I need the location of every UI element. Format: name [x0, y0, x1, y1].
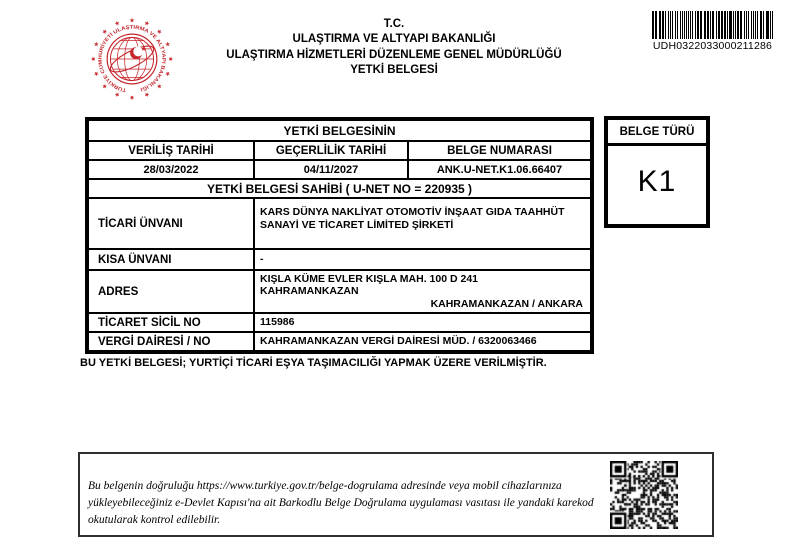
letterhead-doc-type: YETKİ BELGESİ	[350, 64, 438, 77]
belge-numarasi-label: BELGE NUMARASI	[408, 141, 592, 160]
barcode-icon	[649, 11, 776, 39]
letterhead-ministry: ULAŞTIRMA VE ALTYAPI BAKANLIĞI	[292, 33, 496, 46]
adres-value	[254, 270, 592, 313]
adres-label: ADRES	[87, 270, 254, 313]
qr-code-icon	[610, 461, 678, 529]
adres-line-1: KIŞLA KÜME EVLER KIŞLA MAH. 100 D 241	[260, 272, 479, 285]
belge-numarasi-value: ANK.U-NET.K1.06.66407	[408, 160, 592, 179]
verification-box	[78, 452, 714, 537]
adres-line-3: KAHRAMANKAZAN / ANKARA	[430, 297, 583, 310]
issuance-statement: BU YETKİ BELGESİ; YURTİÇİ TİCARİ EŞYA TAŞIMACILIĞI YAPMAK ÜZERE VERİLMİŞTİR.	[80, 357, 547, 369]
verilis-tarihi-label: VERİLİŞ TARİHİ	[87, 141, 254, 160]
ticaret-sicil-no-value: 115986	[254, 313, 592, 332]
letterhead	[178, 17, 610, 79]
document-barcode	[649, 11, 776, 52]
verilis-tarihi-value: 28/03/2022	[87, 160, 254, 179]
adres-line-2: KAHRAMANKAZAN	[260, 285, 359, 298]
ticari-unvani-value: KARS DÜNYA NAKLİYAT OTOMOTİV İNŞAAT GIDA TAAHHÜT SANAYİ VE TİCARET LİMİTED ŞİRKETİ	[254, 198, 592, 249]
vergi-dairesi-value: KAHRAMANKAZAN VERGİ DAİRESİ MÜD. / 6320063466	[254, 332, 592, 352]
barcode-number: UDH0322033000211286	[652, 40, 773, 52]
letterhead-directorate: ULAŞTIRMA HİZMETLERİ DÜZENLEME GENEL MÜDÜRLÜĞÜ	[226, 48, 562, 61]
belge-turu-value: K1	[637, 165, 677, 198]
kisa-unvani-value: -	[254, 249, 592, 270]
gecerlilik-tarihi-value: 04/11/2027	[254, 160, 408, 179]
belge-turu-label: BELGE TÜRÜ	[608, 120, 706, 146]
owner-title: YETKİ BELGESİ SAHİBİ ( U-NET NO = 220935 )	[87, 179, 592, 198]
gecerlilik-tarihi-label: GEÇERLİLİK TARİHİ	[254, 141, 408, 160]
ticaret-sicil-no-label: TİCARET SİCİL NO	[87, 313, 254, 332]
letterhead-country: T.C.	[383, 18, 405, 30]
ministry-seal-icon	[86, 13, 178, 105]
section-title: YETKİ BELGESİNİN	[87, 119, 592, 141]
seal-ring-text: TÜRKİYE CUMHURİYETİ ULAŞTIRMA VE ALTYAPI BAKANLIĞI	[97, 24, 167, 93]
ticari-unvani-label: TİCARİ ÜNVANI	[87, 198, 254, 249]
kisa-unvani-label: KISA ÜNVANI	[87, 249, 254, 270]
vergi-dairesi-label: VERGİ DAİRESİ / NO	[87, 332, 254, 352]
belge-turu-box	[604, 116, 710, 228]
certificate-table	[85, 117, 594, 354]
seal-globe-icon	[107, 37, 157, 80]
verification-text: Bu belgenin doğruluğu https://www.turkiye.gov.tr/belge-dogrulama adresinde veya mobil cihazlarınıza yükleyebileceğiniz e-Devlet Kapısı'na ait Barkodlu Belge Doğrulama uygulaması vasıtası ile yandaki karekod okutularak kontrol edilebilir.	[88, 480, 594, 526]
